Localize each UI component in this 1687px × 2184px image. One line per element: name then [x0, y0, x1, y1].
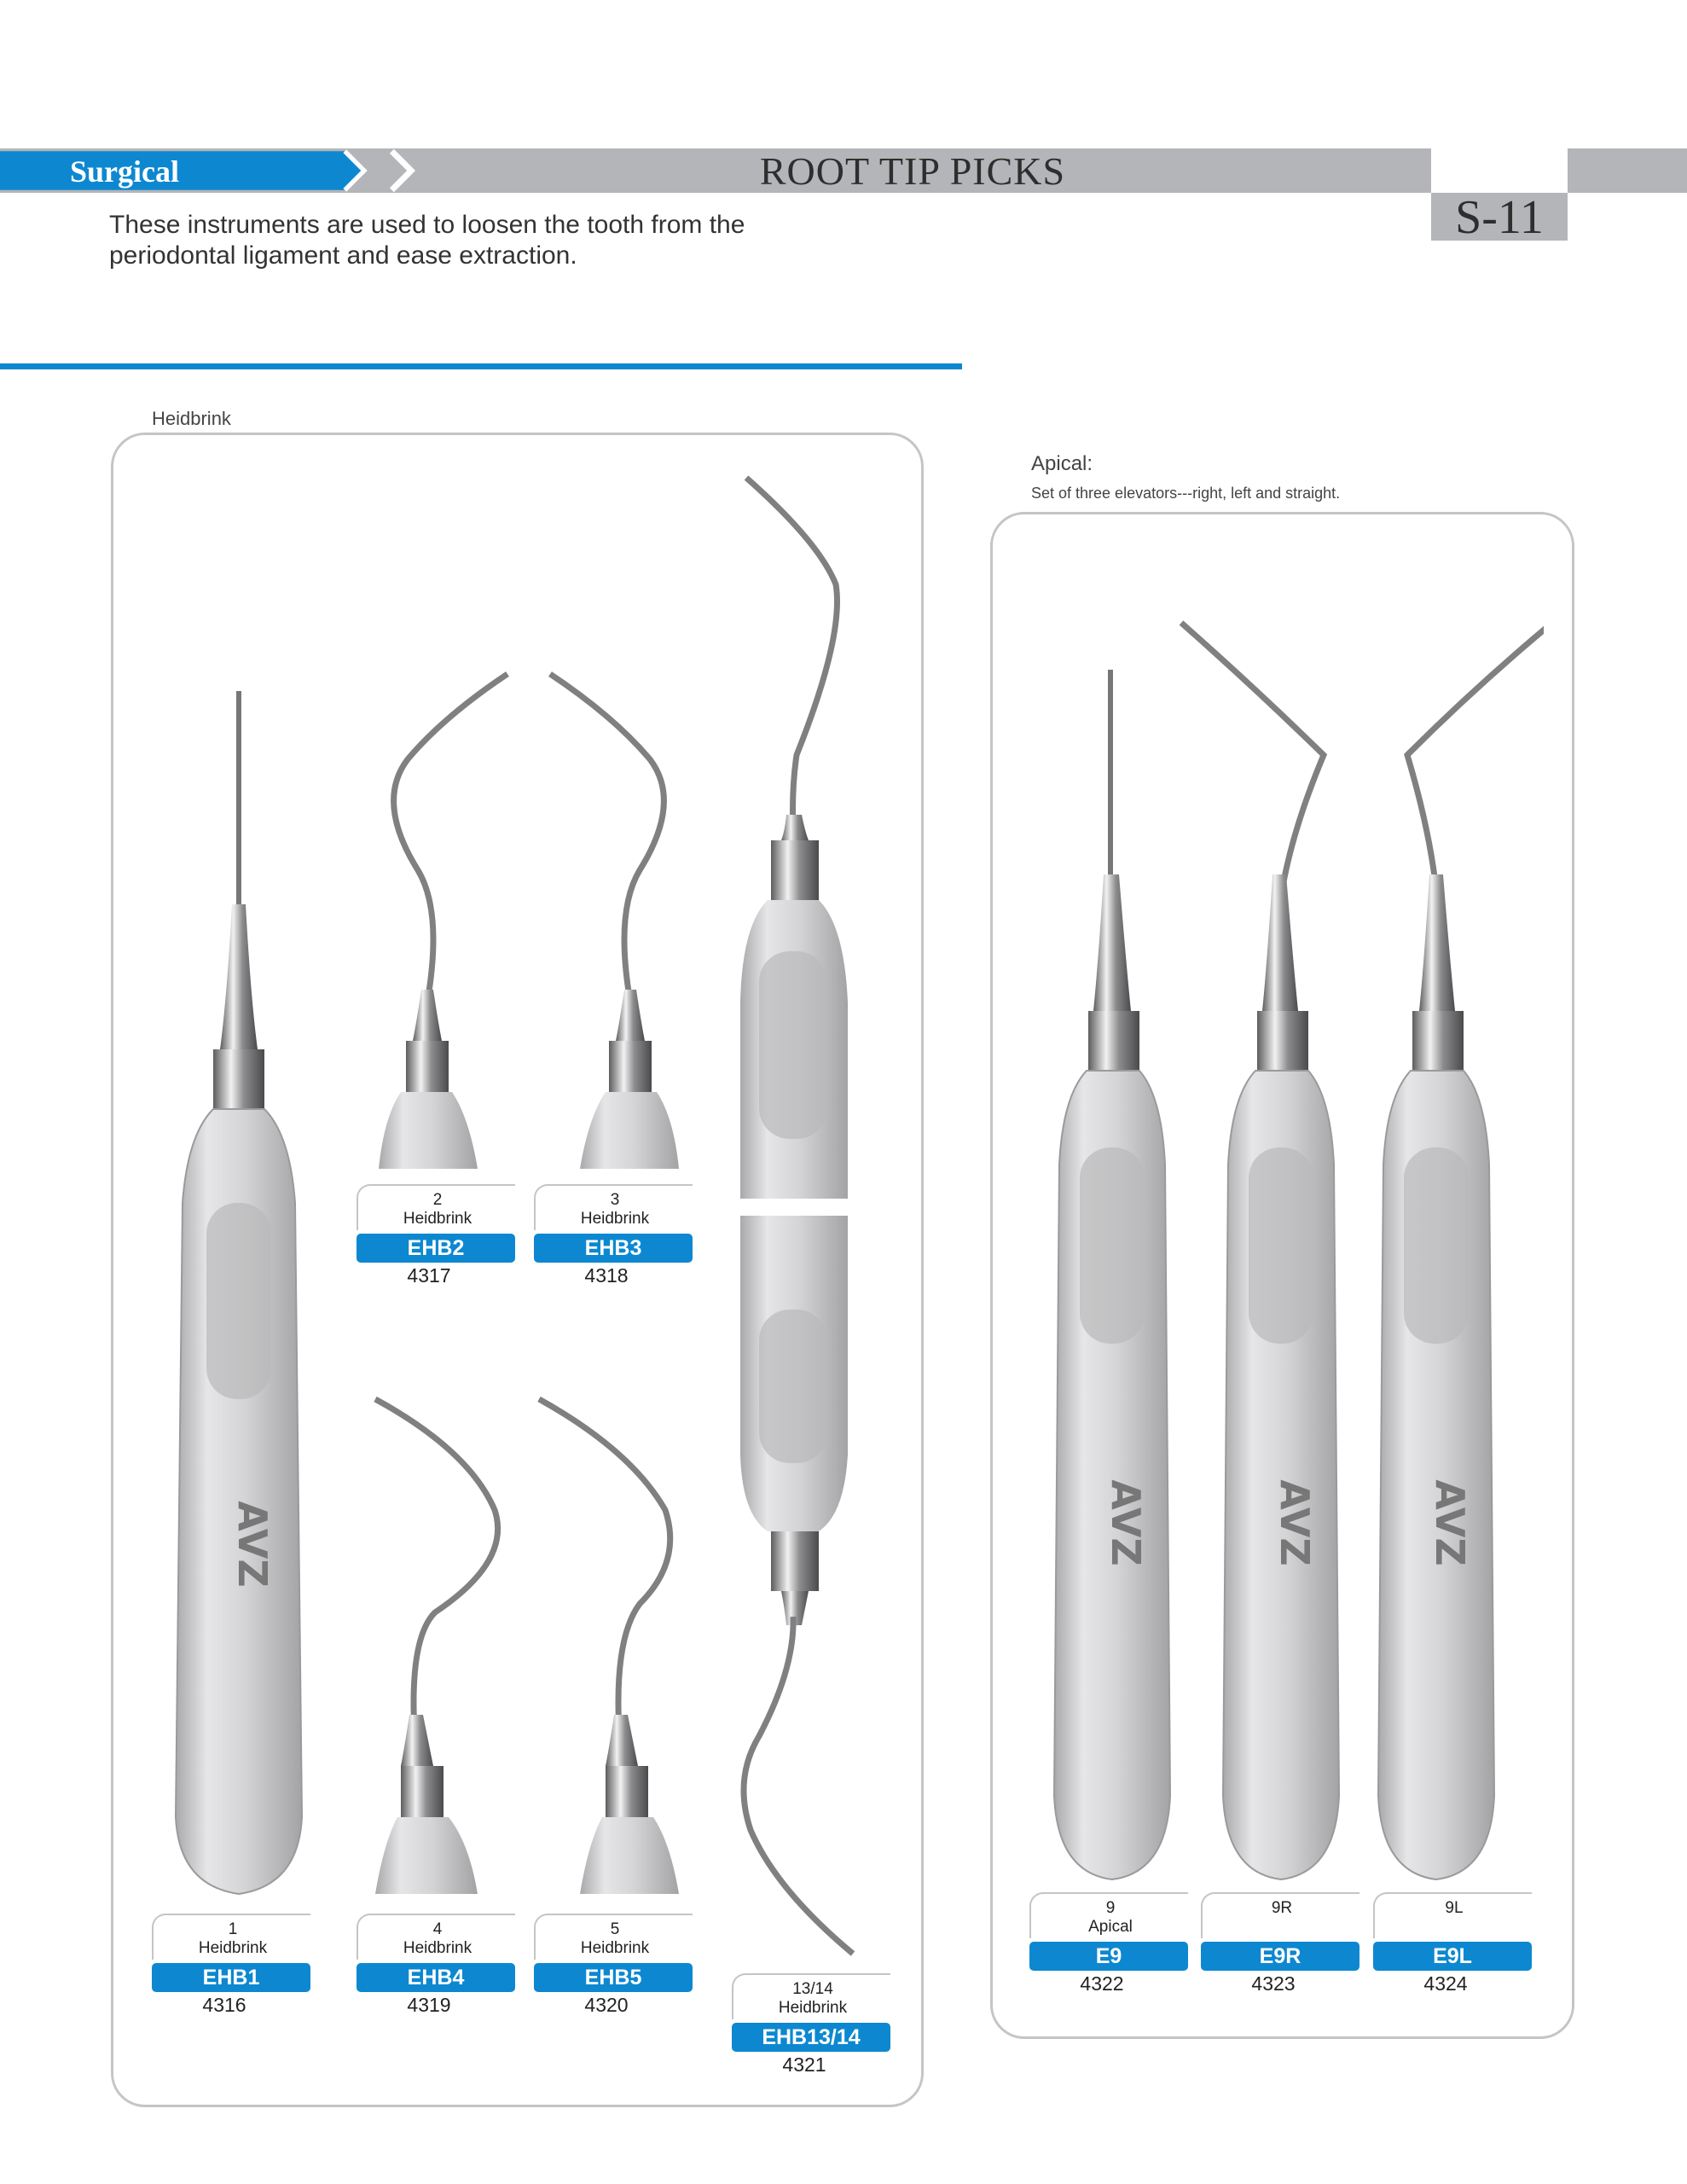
- product-code-badge: EHB13/14: [732, 2023, 890, 2052]
- apical-group-subtitle: Set of three elevators---right, left and straight.: [1031, 485, 1341, 502]
- header-band-right: [1568, 148, 1687, 193]
- product-code-badge: EHB4: [357, 1963, 515, 1992]
- product-number: 4320: [584, 1994, 629, 2016]
- instrument-e9l-image: [1373, 619, 1544, 1881]
- product-number: 4319: [407, 1994, 451, 2016]
- page-code: S-11: [1455, 191, 1544, 244]
- product-pattern: 2: [432, 1191, 443, 1209]
- svg-text:AVZ: AVZ: [1103, 1479, 1149, 1566]
- product-code-badge: EHB1: [152, 1963, 310, 1992]
- product-code-badge: EHB5: [534, 1963, 693, 1992]
- intro-text: [109, 210, 877, 271]
- product-type: Apical: [1088, 1918, 1133, 1936]
- instrument-ehb5-image: [537, 1391, 691, 1894]
- product-code-badge: EHB2: [357, 1234, 515, 1263]
- svg-text:AVZ: AVZ: [1427, 1479, 1473, 1566]
- apical-group-title: Apical:: [1031, 452, 1093, 475]
- product-type: Heidbrink: [403, 1939, 472, 1957]
- product-code-badge: E9R: [1201, 1942, 1359, 1971]
- instrument-e9-image: [1049, 670, 1177, 1881]
- product-code-badge: E9L: [1373, 1942, 1532, 1971]
- product-number: 4317: [407, 1264, 451, 1287]
- section-tab: [0, 148, 418, 193]
- product-number: 4316: [202, 1994, 246, 2016]
- product-type: Heidbrink: [580, 1210, 650, 1228]
- product-number: 4321: [782, 2053, 826, 2076]
- product-number: 4322: [1080, 1972, 1124, 1995]
- section-label: Surgical: [70, 154, 180, 189]
- product-number: 4324: [1423, 1972, 1468, 1995]
- product-type: Heidbrink: [198, 1939, 268, 1957]
- product-pattern: 13/14: [792, 1980, 833, 1998]
- product-type: Heidbrink: [403, 1210, 472, 1228]
- instrument-e9r-image: [1177, 619, 1348, 1881]
- instrument-ehb4-image: [367, 1391, 520, 1894]
- instrument-ehb1-image: [171, 691, 307, 1902]
- svg-text:AVZ: AVZ: [229, 1501, 275, 1588]
- product-number: 4318: [584, 1264, 629, 1287]
- intro-line-1: These instruments are used to loosen the tooth from the: [109, 211, 745, 239]
- intro-line-2: periodontal ligament and ease extraction.: [109, 241, 577, 270]
- product-number: 4323: [1251, 1972, 1296, 1995]
- product-pattern: 1: [228, 1920, 238, 1938]
- divider: [0, 363, 962, 369]
- product-type: Heidbrink: [580, 1939, 650, 1957]
- product-pattern: 5: [610, 1920, 620, 1938]
- product-pattern: 9L: [1445, 1899, 1464, 1917]
- svg-text:AVZ: AVZ: [1272, 1479, 1318, 1566]
- page-code-gap: [1431, 148, 1568, 193]
- product-code-badge: EHB3: [534, 1234, 693, 1263]
- page-title: ROOT TIP PICKS: [759, 149, 1066, 193]
- instrument-ehb13-14-image: [725, 473, 861, 1958]
- product-pattern: 9R: [1271, 1899, 1293, 1917]
- product-code-badge: E9: [1029, 1942, 1188, 1971]
- heidbrink-group-title: Heidbrink: [152, 408, 231, 429]
- product-pattern: 9: [1105, 1899, 1116, 1917]
- product-pattern: 4: [432, 1920, 443, 1938]
- instrument-ehb3-image: [537, 665, 691, 1169]
- product-type: Heidbrink: [778, 1999, 848, 2017]
- instrument-ehb2-image: [367, 665, 520, 1169]
- product-pattern: 3: [610, 1191, 620, 1209]
